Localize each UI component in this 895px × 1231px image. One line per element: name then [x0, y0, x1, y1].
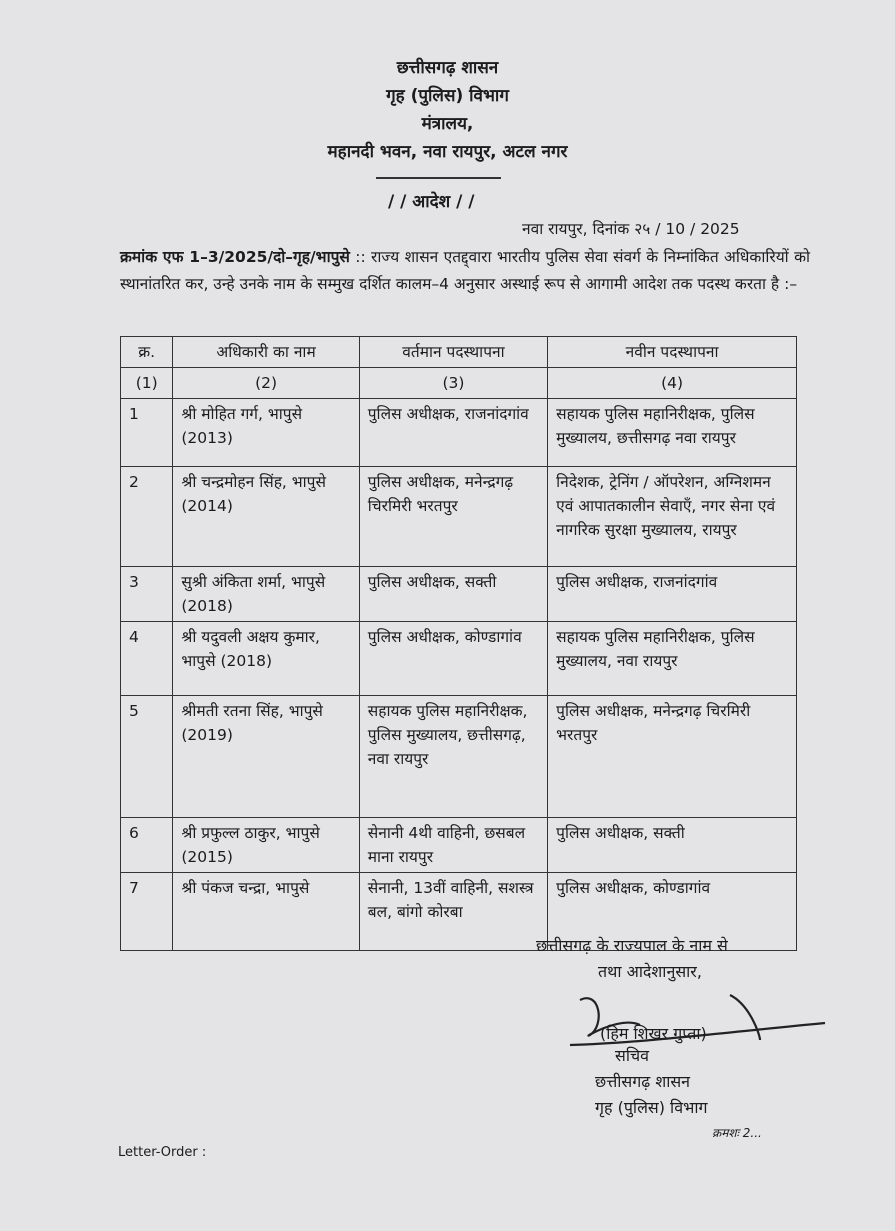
- serial-cell: 2: [121, 467, 173, 567]
- table-row: [121, 567, 797, 622]
- continued-mark: क्रमशः 2...: [712, 1126, 762, 1140]
- signatory-org: छत्तीसगढ़ शासन: [595, 1072, 691, 1091]
- new-posting-cell: पुलिस अधीक्षक, मनेन्द्रगढ़ चिरमिरी भरतपुर: [548, 696, 797, 818]
- order-title: / / आदेश / /: [388, 192, 475, 212]
- index-3: (3): [359, 368, 547, 399]
- serial-cell: 1: [121, 399, 173, 467]
- ministry-name: मंत्रालय,: [421, 114, 474, 134]
- current-posting-cell: पुलिस अधीक्षक, मनेन्द्रगढ़ चिरमिरी भरतपुर: [359, 467, 547, 567]
- table-index-row: [121, 368, 797, 399]
- new-posting-cell: पुलिस अधीक्षक, कोण्डागांव: [548, 873, 797, 951]
- header-serial: क्र.: [121, 337, 173, 368]
- name-cell: श्री यदुवली अक्षय कुमार, भापुसे (2018): [173, 622, 359, 696]
- new-posting-cell: सहायक पुलिस महानिरीक्षक, पुलिस मुख्यालय, छत्तीसगढ़ नवा रायपुर: [548, 399, 797, 467]
- current-posting-cell: सेनानी 4थी वाहिनी, छसबल माना रायपुर: [359, 818, 547, 873]
- name-cell: श्री चन्द्रमोहन सिंह, भापुसे (2014): [173, 467, 359, 567]
- new-posting-cell: पुलिस अधीक्षक, सक्ती: [548, 818, 797, 873]
- index-2: (2): [173, 368, 359, 399]
- signatory-designation: सचिव: [615, 1046, 650, 1065]
- header-divider: [376, 177, 501, 179]
- index-1: (1): [121, 368, 173, 399]
- letter-order-label: Letter-Order :: [118, 1145, 207, 1160]
- name-cell: श्री पंकज चन्द्रा, भापुसे: [173, 873, 359, 951]
- table-row: [121, 696, 797, 818]
- name-cell: श्री मोहित गर्ग, भापुसे (2013): [173, 399, 359, 467]
- address: महानदी भवन, नवा रायपुर, अटल नगर: [327, 142, 568, 162]
- signatory-department: गृह (पुलिस) विभाग: [595, 1098, 708, 1117]
- order-line: तथा आदेशानुसार,: [598, 962, 702, 981]
- order-paragraph: [120, 244, 810, 298]
- place-date: नवा रायपुर, दिनांक २५ / 10 / 2025: [522, 220, 740, 238]
- current-posting-cell: पुलिस अधीक्षक, राजनांदगांव: [359, 399, 547, 467]
- current-posting-cell: सहायक पुलिस महानिरीक्षक, पुलिस मुख्यालय, छत्तीसगढ़, नवा रायपुर: [359, 696, 547, 818]
- index-4: (4): [548, 368, 797, 399]
- order-reference: क्रमांक एफ 1–3/2025/दो–गृह/भापुसे: [120, 248, 350, 266]
- serial-cell: 3: [121, 567, 173, 622]
- serial-cell: 6: [121, 818, 173, 873]
- current-posting-cell: पुलिस अधीक्षक, सक्ती: [359, 567, 547, 622]
- header-new-posting: नवीन पदस्थापना: [548, 337, 797, 368]
- header-officer-name: अधिकारी का नाम: [173, 337, 359, 368]
- table-row: [121, 818, 797, 873]
- table-row: [121, 399, 797, 467]
- table-header-row: [121, 337, 797, 368]
- order-body: :: राज्य शासन एतद्द्वारा भारतीय पुलिस सेवा संवर्ग के निम्नांकित अधिकारियों को स्थानांतरित कर, उन्हे उनके नाम के सम्मुख दर्शित कालम–4 अनुसार अस्थाई रूप से आगामी आदेश तक पदस्थ करता है :–: [120, 248, 810, 293]
- current-posting-cell: पुलिस अधीक्षक, कोण्डागांव: [359, 622, 547, 696]
- governor-line: छत्तीसगढ़ के राज्यपाल के नाम से: [536, 936, 728, 955]
- new-posting-cell: सहायक पुलिस महानिरीक्षक, पुलिस मुख्यालय, नवा रायपुर: [548, 622, 797, 696]
- new-posting-cell: निदेशक, ट्रेनिंग / ऑपरेशन, अग्निशमन एवं आपातकालीन सेवाएँ, नगर सेना एवं नागरिक सुरक्षा मुख्यालय, रायपुर: [548, 467, 797, 567]
- serial-cell: 7: [121, 873, 173, 951]
- new-posting-cell: पुलिस अधीक्षक, राजनांदगांव: [548, 567, 797, 622]
- signatory-name: (हिम शिखर गुप्ता): [600, 1024, 707, 1043]
- serial-cell: 5: [121, 696, 173, 818]
- name-cell: श्रीमती रतना सिंह, भापुसे (2019): [173, 696, 359, 818]
- header-current-posting: वर्तमान पदस्थापना: [359, 337, 547, 368]
- name-cell: सुश्री अंकिता शर्मा, भापुसे (2018): [173, 567, 359, 622]
- current-posting-cell: सेनानी, 13वीं वाहिनी, सशस्त्र बल, बांगो कोरबा: [359, 873, 547, 951]
- govt-name: छत्तीसगढ़ शासन: [396, 58, 499, 78]
- department-name: गृह (पुलिस) विभाग: [386, 86, 509, 106]
- serial-cell: 4: [121, 622, 173, 696]
- table-row: [121, 467, 797, 567]
- table-row: [121, 622, 797, 696]
- name-cell: श्री प्रफुल्ल ठाकुर, भापुसे (2015): [173, 818, 359, 873]
- transfer-table: [120, 336, 797, 951]
